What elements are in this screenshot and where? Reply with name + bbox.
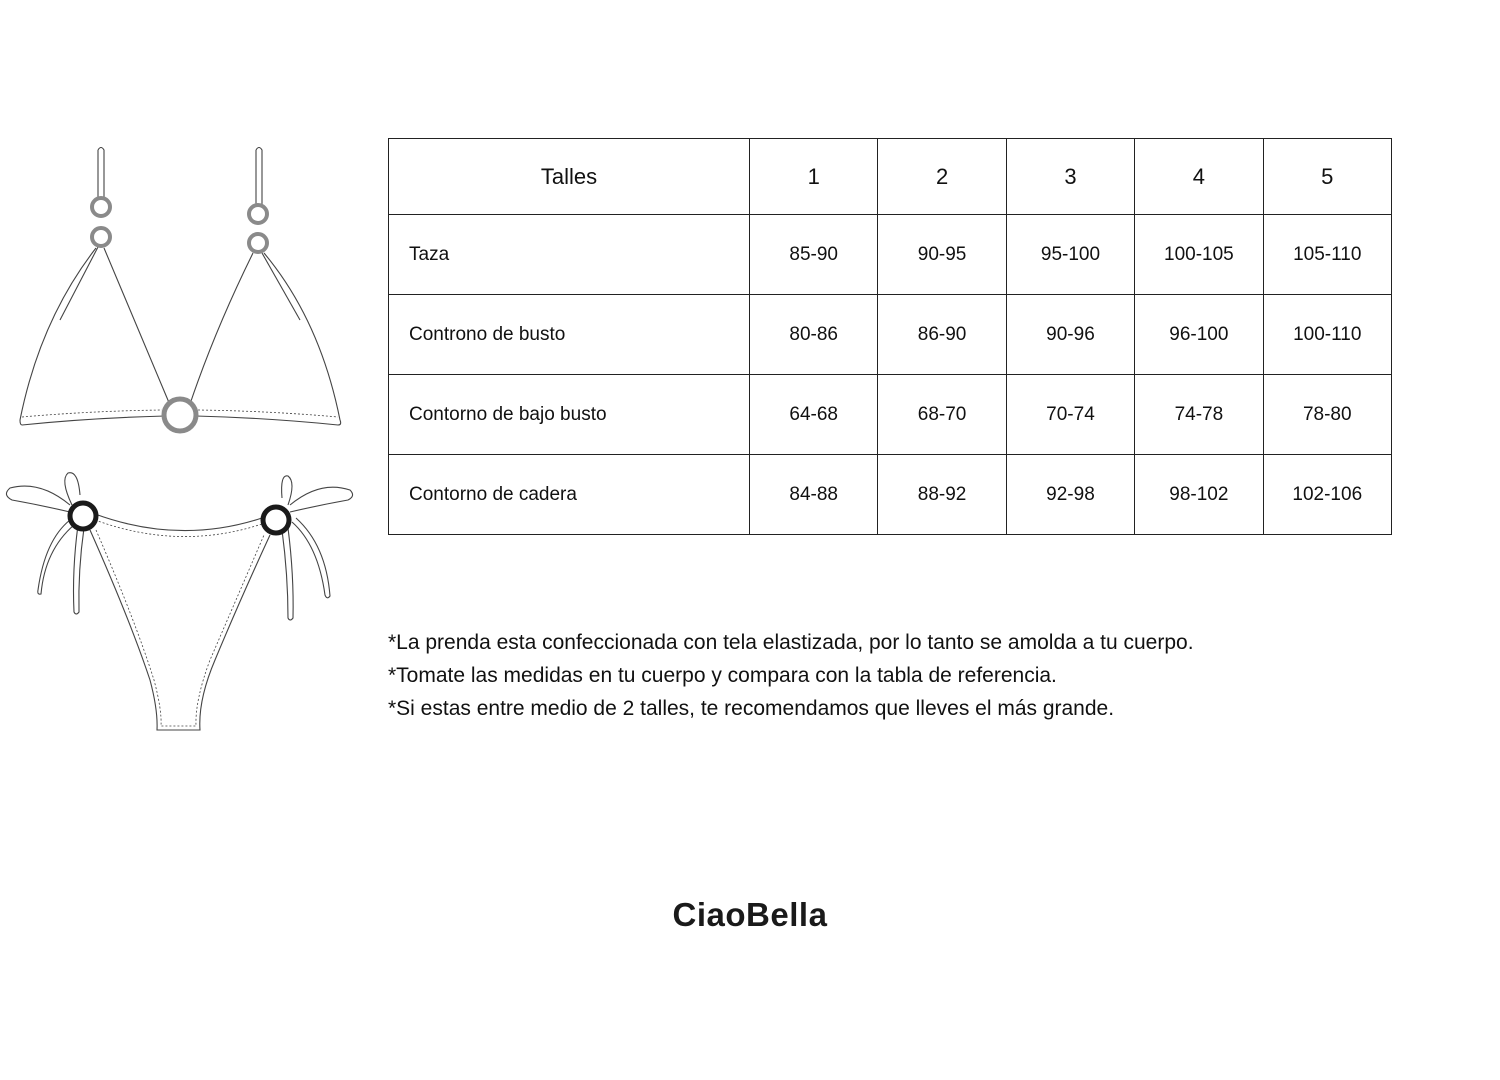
triangle-bikini-top-icon: [20, 148, 341, 426]
table-cell: 105-110: [1263, 215, 1391, 295]
table-row-taza: [389, 215, 1392, 295]
table-header-row: [389, 139, 1392, 215]
top-ring-icons: [92, 198, 267, 431]
table-cell: 90-95: [878, 215, 1006, 295]
note-line: *Tomate las medidas en tu cuerpo y compara con la tabla de referencia.: [388, 664, 1057, 687]
table-cell: 90-96: [1006, 295, 1134, 375]
table-cell: 84-88: [750, 455, 878, 535]
row-label: Taza: [389, 215, 750, 295]
table-row-bajo-busto: [389, 375, 1392, 455]
row-label: Contorno de cadera: [389, 455, 750, 535]
table-cell: 88-92: [878, 455, 1006, 535]
table-cell: 102-106: [1263, 455, 1391, 535]
header-label-cell: Talles: [389, 139, 750, 215]
table-cell: 100-105: [1135, 215, 1263, 295]
size-notes: [388, 626, 1488, 725]
table-cell: 70-74: [1006, 375, 1134, 455]
size-header-5: 5: [1263, 139, 1391, 215]
note-line: *La prenda esta confeccionada con tela elastizada, por lo tanto se amolda a tu cuerpo.: [388, 631, 1194, 654]
bottom-ring-icons: [70, 503, 289, 533]
note-line: *Si estas entre medio de 2 talles, te recomendamos que lleves el más grande.: [388, 697, 1115, 720]
table-cell: 92-98: [1006, 455, 1134, 535]
table-cell: 74-78: [1135, 375, 1263, 455]
size-chart-table: [388, 138, 1392, 535]
row-label: Controno de busto: [389, 295, 750, 375]
bikini-illustration: [0, 130, 370, 750]
size-header-2: 2: [878, 139, 1006, 215]
table-cell: 68-70: [878, 375, 1006, 455]
table-cell: 85-90: [750, 215, 878, 295]
brand-logo: CiaoBella: [672, 896, 828, 933]
row-label: Contorno de bajo busto: [389, 375, 750, 455]
size-header-4: 4: [1135, 139, 1263, 215]
size-header-3: 3: [1006, 139, 1134, 215]
size-header-1: 1: [750, 139, 878, 215]
table-cell: 64-68: [750, 375, 878, 455]
table-cell: 86-90: [878, 295, 1006, 375]
table-cell: 78-80: [1263, 375, 1391, 455]
table-cell: 96-100: [1135, 295, 1263, 375]
table-cell: 98-102: [1135, 455, 1263, 535]
table-cell: 80-86: [750, 295, 878, 375]
table-cell: 100-110: [1263, 295, 1391, 375]
tie-side-bikini-bottom-icon: [6, 473, 352, 730]
table-cell: 95-100: [1006, 215, 1134, 295]
table-row-cadera: [389, 455, 1392, 535]
table-row-busto: [389, 295, 1392, 375]
